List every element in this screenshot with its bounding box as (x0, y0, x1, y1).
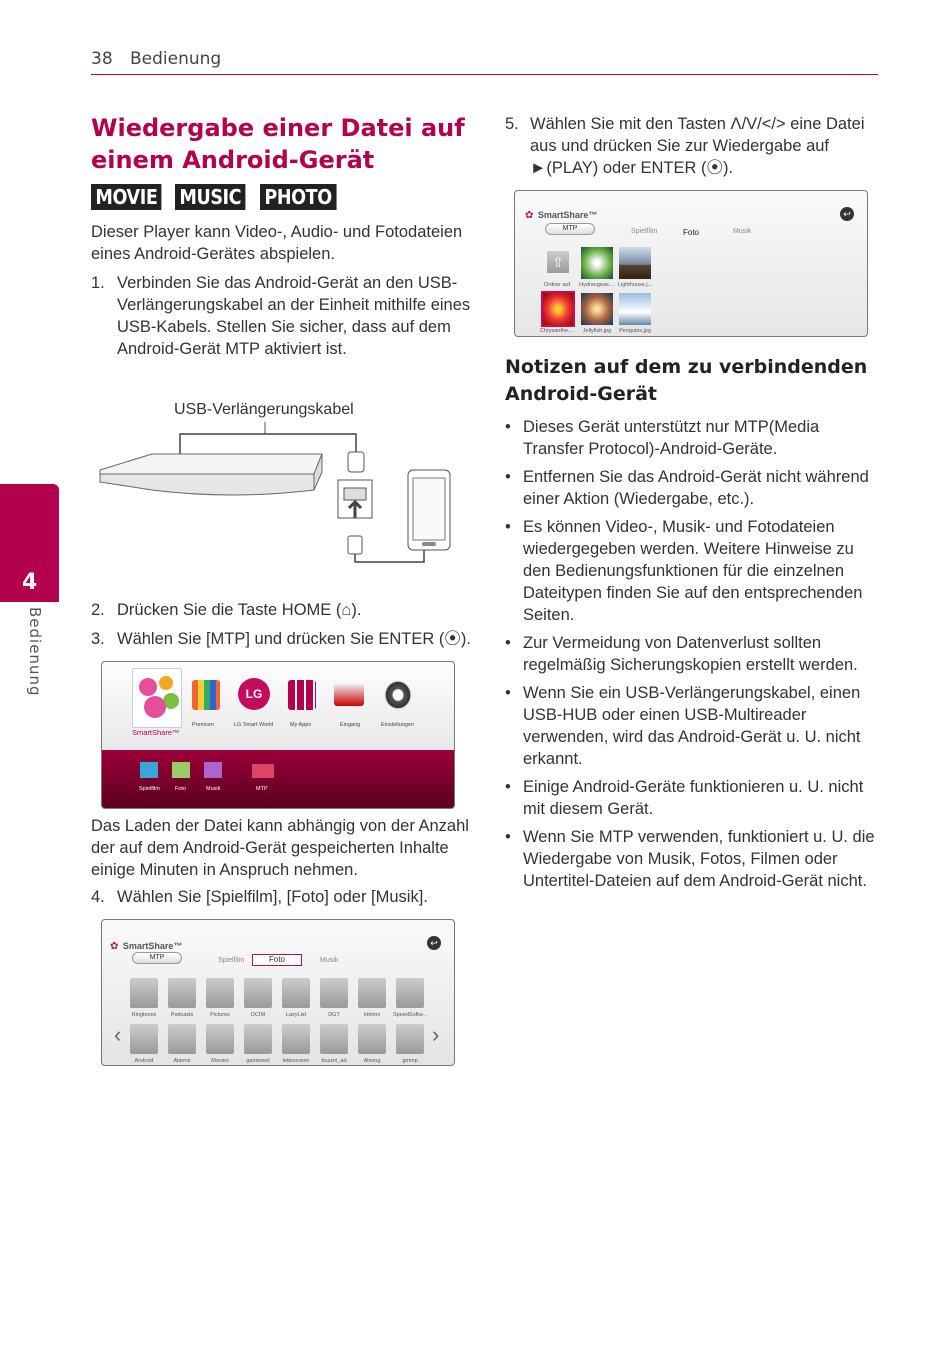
smartshare-label: SmartShare™ (132, 728, 180, 737)
folder-label: DGT (328, 1012, 340, 1018)
tab-foto[interactable]: Foto (252, 954, 302, 966)
tab-spielfilm[interactable]: Spielfilm (218, 957, 245, 964)
tab-musik[interactable]: Musik (320, 957, 339, 964)
mtp-icon (252, 764, 274, 778)
folder-icon[interactable] (168, 1024, 196, 1054)
home-bottom-bar (102, 750, 454, 809)
my-apps-icon (288, 680, 316, 710)
smartshare-logo-2: ✿ SmartShare™ (525, 210, 598, 221)
folder-icon[interactable] (320, 1024, 348, 1054)
chevron-left-icon[interactable]: ‹ (114, 1022, 122, 1047)
intro-text: Dieser Player kann Video-, Audio- und Fotodateien eines Android-Gerätes abspielen. (91, 223, 463, 263)
running-header: Bedienung (130, 49, 222, 69)
photo-icon (172, 762, 190, 778)
folder-label: gansewol (246, 1058, 270, 1064)
folder-label: Alsong (363, 1058, 381, 1064)
folder-icon[interactable] (358, 1024, 386, 1054)
step-4-number: 4. (91, 888, 105, 906)
folder-up-icon[interactable]: ⇧ (547, 251, 569, 273)
note-5: • Wenn Sie ein USB-Verlängerungskabel, einen USB-HUB oder einen USB-Multireader verwenden, wird das Android-Gerät u. U. nicht erkannt. (505, 682, 880, 770)
badge-photo: PHOTO (260, 184, 336, 210)
note-4: • Zur Vermeidung von Datenverlust sollten regelmäßig Sicherungskopien erstellt werden. (505, 632, 880, 676)
device-selector-mtp-2[interactable]: MTP (545, 223, 595, 235)
home-item-lg-smart-world: LG Smart World (234, 722, 274, 728)
note-3: • Es können Video-, Musik- und Fotodateien wiedergegeben werden. Weitere Hinweise zu den Bedienungsfunktionen für die einzelnen Dateitypen finden Sie auf den entsprechenden Seiten. (505, 516, 880, 626)
folder-label: lettescreen (282, 1058, 310, 1064)
folder-icon[interactable] (244, 978, 272, 1008)
page-number: 38 (91, 49, 113, 69)
folder-label: gmmp (402, 1058, 418, 1064)
thumb-lighthouse[interactable] (619, 247, 651, 279)
connection-diagram (92, 418, 472, 578)
folder-label: Alarms (173, 1058, 191, 1064)
photo-label-jellyfish: Jellyfish.jpg (582, 328, 612, 334)
home-screen-screenshot (101, 661, 455, 809)
folder-icon[interactable] (282, 1024, 310, 1054)
folder-icon[interactable] (130, 978, 158, 1008)
photo-label-up: Ordner auf (543, 282, 571, 288)
photo-label-hydrangeas: Hydrangeas.... (579, 282, 615, 288)
folder-icon[interactable] (206, 1024, 234, 1054)
photo-label-lighthouse: Lighthouse.j... (617, 282, 653, 288)
smartshare-logo-icon-2: ✿ (525, 210, 534, 221)
usb-plug-bottom (348, 536, 362, 554)
badge-music: MUSIC (175, 184, 246, 210)
chevron-right-icon[interactable]: › (432, 1022, 440, 1047)
folder-label: buzzni_ad (321, 1058, 347, 1064)
player-unit (100, 454, 322, 495)
folder-icon[interactable] (130, 1024, 158, 1054)
step-2-text: Drücken Sie die Taste HOME (⌂). (117, 601, 362, 619)
note-6: • Einige Android-Geräte funktionieren u. U. nicht mit diesem Gerät. (505, 776, 880, 820)
smartshare-photos-screenshot (514, 190, 868, 337)
input-icon (334, 684, 364, 706)
smartshare-logo-icon: ✿ (110, 941, 119, 952)
step-3-number: 3. (91, 630, 105, 648)
home-item-my-apps: My Apps (290, 722, 312, 728)
home-item-input: Eingang (340, 722, 361, 728)
step-3-text: Wählen Sie [MTP] und drücken Sie ENTER (⦿). (117, 630, 471, 648)
loading-note: Das Laden der Datei kann abhängig von der Anzahl der auf dem Android-Gerät gespeicherten Inhalte einige Minuten in Anspruch nehmen. (91, 817, 469, 879)
photo-label-chrysanthemum: Chrysanthe.... (539, 328, 575, 334)
step-4-text: Wählen Sie [Spielfilm], [Foto] oder [Musik]. (117, 888, 428, 906)
folder-label: Movies (211, 1058, 229, 1064)
step-5-text: Wählen Sie mit den Tasten Λ/V/</> eine Datei aus und drücken Sie zur Wiedergabe auf ►(PLAY) oder ENTER (⦿). (530, 115, 865, 177)
folder-icon[interactable] (282, 978, 310, 1008)
home-item-movie: Spielfilm (139, 786, 160, 792)
notes-heading: Notizen auf dem zu verbindenden Android-Gerät (505, 356, 868, 405)
photo-label-penguins: Penguins.jpg (619, 328, 651, 334)
note-2: • Entfernen Sie das Android-Gerät nicht während einer Aktion (Wiedergabe, etc.). (505, 466, 880, 510)
folder-label: LazyList (285, 1012, 307, 1018)
chapter-number: 4 (22, 570, 38, 595)
tab-spielfilm-2[interactable]: Spielfilm (631, 228, 658, 235)
folder-label: DCIM (250, 1012, 266, 1018)
folder-label: Pictures (210, 1012, 230, 1018)
music-icon (204, 762, 222, 778)
back-icon[interactable]: ↩ (427, 936, 441, 950)
thumb-chrysanthemum[interactable] (541, 291, 575, 327)
settings-gear-icon (384, 680, 412, 710)
folder-icon[interactable] (396, 978, 424, 1008)
movie-icon (140, 762, 158, 778)
thumb-penguins[interactable] (619, 293, 651, 325)
step-2-number: 2. (91, 601, 105, 619)
folder-icon[interactable] (206, 978, 234, 1008)
folder-icon[interactable] (168, 978, 196, 1008)
home-item-music: Musik (206, 786, 221, 792)
folder-icon[interactable] (320, 978, 348, 1008)
step-1-text: Verbinden Sie das Android-Gerät an den USB-Verlängerungskabel an der Einheit mithilfe eines USB-Kabels. Stellen Sie sicher, dass auf dem Android-Gerät MTP aktiviert ist. (117, 274, 471, 358)
folder-icon[interactable] (244, 1024, 272, 1054)
home-item-premium: Premium (192, 722, 215, 728)
note-7: • Wenn Sie MTP verwenden, funktioniert u. U. die Wiedergabe von Musik, Fotos, Filmen oder Untertitel-Dateien auf dem Android-Gerät nicht. (505, 826, 880, 892)
smartshare-folders-screenshot (101, 919, 455, 1066)
premium-icon (192, 680, 220, 710)
back-icon-2[interactable]: ↩ (840, 207, 854, 221)
folder-label: kttmini (364, 1012, 380, 1018)
tab-musik-2[interactable]: Musik (733, 228, 752, 235)
cable-label: USB-Verlängerungskabel (174, 401, 354, 418)
page-title: Wiedergabe einer Datei auf einem Android-Gerät (91, 114, 465, 174)
smartshare-logo: ✿ SmartShare™ (110, 941, 183, 952)
folder-label: SpeedSoftw... (393, 1012, 427, 1018)
thumb-hydrangeas[interactable] (581, 247, 613, 279)
header-rule (91, 74, 878, 75)
chapter-label: Bedienung (26, 607, 44, 697)
folder-label: Android (134, 1058, 154, 1064)
folder-label: Ringtones (131, 1012, 157, 1018)
usb-cable-bottom (355, 550, 424, 562)
step-5-number: 5. (505, 115, 519, 133)
folder-icon[interactable] (358, 978, 386, 1008)
home-item-photo: Foto (175, 786, 187, 792)
note-1: • Dieses Gerät unterstützt nur MTP(Media Transfer Protocol)-Android-Geräte. (505, 416, 880, 460)
folder-label: Podcasts (170, 1012, 194, 1018)
home-item-mtp: MTP (256, 786, 268, 792)
smartshare-icon (133, 669, 183, 725)
folder-icon[interactable] (396, 1024, 424, 1054)
step-1-number: 1. (91, 274, 105, 292)
lg-smart-world-icon: LG (238, 678, 270, 710)
tab-foto-2[interactable]: Foto (683, 228, 700, 237)
media-badges (91, 184, 346, 210)
badge-movie: MOVIE (91, 184, 162, 210)
device-selector-mtp[interactable]: MTP (132, 952, 182, 964)
home-item-settings: Einstellungen (381, 722, 415, 728)
android-phone (408, 470, 450, 550)
smartshare-tile (132, 668, 182, 728)
thumb-jellyfish[interactable] (581, 293, 613, 325)
usb-plug-top (348, 452, 364, 472)
